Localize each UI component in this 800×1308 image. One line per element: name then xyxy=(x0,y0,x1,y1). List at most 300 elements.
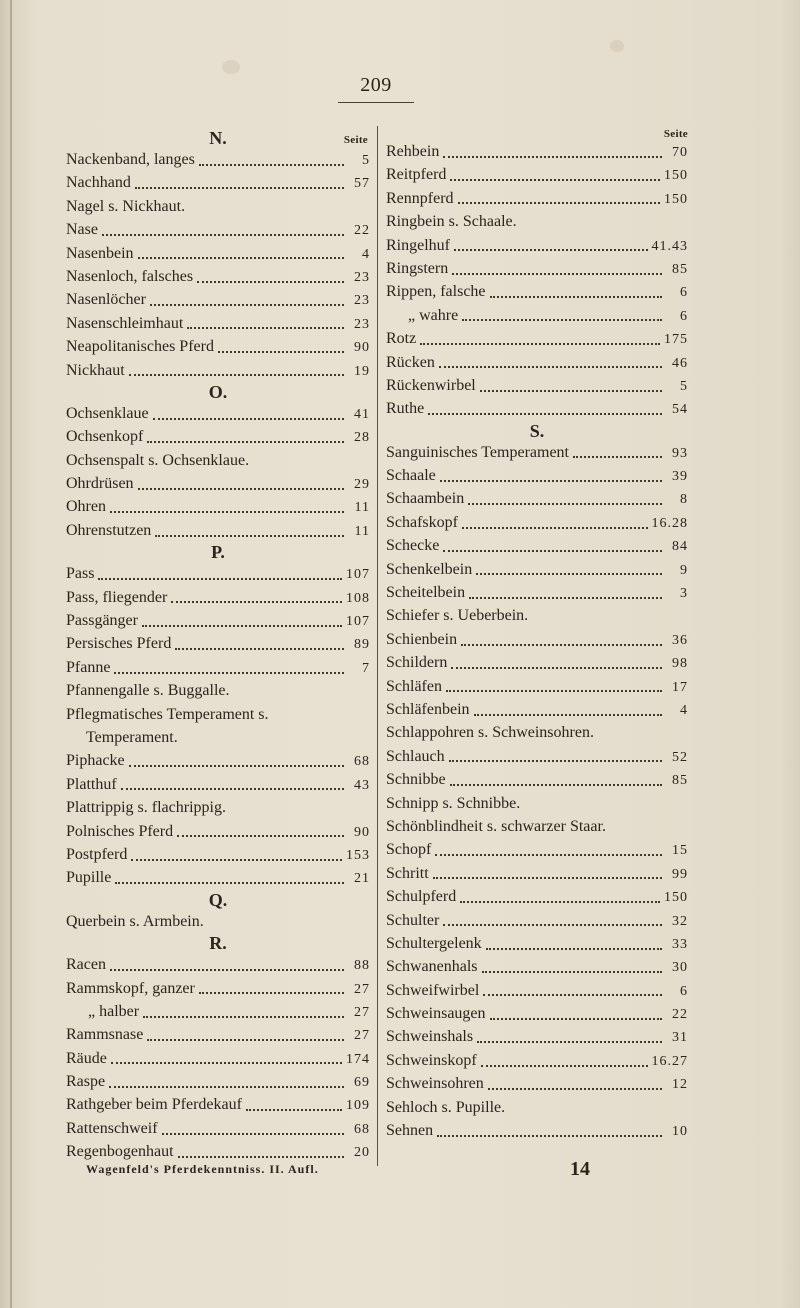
entry-term: Ruthe xyxy=(386,400,425,418)
index-entry xyxy=(66,495,370,518)
entry-page-number: 5 xyxy=(680,378,688,394)
entry-term: Schweifwirbel xyxy=(386,981,480,999)
entry-term: Schulter xyxy=(386,911,440,929)
entry-page-number: 10 xyxy=(672,1124,688,1140)
index-entry xyxy=(386,374,688,397)
entry-page-number: 153 xyxy=(346,847,370,863)
index-cross-reference xyxy=(66,910,370,933)
entry-term: Pass, fliegender xyxy=(66,588,168,606)
index-entry xyxy=(66,953,370,976)
entry-term: Nasenschleimhaut xyxy=(66,314,184,332)
entry-page-number: 4 xyxy=(680,702,688,718)
index-entry xyxy=(66,218,370,241)
dot-leader xyxy=(142,619,342,627)
entry-page-number: 9 xyxy=(680,562,688,578)
index-cross-reference xyxy=(66,796,370,819)
entry-term: Schönblindheit s. schwarzer Staar. xyxy=(386,817,606,835)
entry-term: Schritt xyxy=(386,864,429,882)
dot-leader xyxy=(147,1033,344,1041)
entry-page-number: 174 xyxy=(346,1051,370,1067)
entry-page-number: 30 xyxy=(672,960,688,976)
index-entry xyxy=(66,1023,370,1046)
index-column-right xyxy=(386,128,688,1142)
entry-term: Ohrdrüsen xyxy=(66,475,134,493)
entry-page-number: 70 xyxy=(672,145,688,160)
dot-leader xyxy=(109,1080,344,1088)
entry-page-number: 6 xyxy=(680,308,688,324)
dot-leader xyxy=(177,829,344,837)
entry-term: Raspe xyxy=(66,1073,106,1091)
entry-term: „ wahre xyxy=(408,306,459,324)
dot-leader xyxy=(143,1010,344,1018)
index-entry xyxy=(66,148,370,171)
index-entry xyxy=(66,402,370,425)
dot-leader xyxy=(443,544,662,552)
entry-page-number: 11 xyxy=(354,523,370,539)
entry-page-number: 15 xyxy=(672,843,688,859)
entry-term: Schulpferd xyxy=(386,888,457,906)
index-entry-list xyxy=(386,128,688,1142)
dot-leader xyxy=(111,1056,342,1064)
entry-term: Ochsenklaue xyxy=(66,404,149,422)
entry-term: Schwanenhals xyxy=(386,958,478,976)
entry-page-number: 69 xyxy=(354,1075,370,1091)
entry-term: Platthuf xyxy=(66,775,117,793)
entry-page-number: 39 xyxy=(672,469,688,485)
index-entry xyxy=(386,862,688,885)
dot-leader xyxy=(449,754,662,762)
index-entry xyxy=(66,1047,370,1070)
entry-term: Schopf xyxy=(386,841,432,859)
index-entry xyxy=(66,609,370,632)
entry-page-number: 21 xyxy=(354,871,370,887)
entry-term: Ochsenkopf xyxy=(66,428,144,446)
dot-leader xyxy=(476,567,662,575)
dot-leader xyxy=(162,1127,344,1135)
dot-leader xyxy=(440,474,662,482)
dot-leader xyxy=(428,407,662,415)
index-entry xyxy=(66,773,370,796)
entry-page-number: 6 xyxy=(680,285,688,301)
index-entry xyxy=(386,487,688,510)
entry-term: „ halber xyxy=(88,1002,140,1020)
entry-page-number: 108 xyxy=(346,590,370,606)
entry-term: Ochsenspalt s. Ochsenklaue. xyxy=(66,451,250,469)
dot-leader xyxy=(443,150,662,158)
dot-leader xyxy=(490,1012,662,1020)
entry-term: Querbein s. Armbein. xyxy=(66,912,204,930)
dot-leader xyxy=(450,778,662,786)
entry-term: Nasenloch, falsches xyxy=(66,267,194,285)
entry-page-number: 107 xyxy=(346,614,370,630)
entry-term: Rattenschweif xyxy=(66,1119,158,1137)
dot-leader xyxy=(437,1129,662,1137)
dot-leader xyxy=(469,591,662,599)
entry-term: Rammskopf, ganzer xyxy=(66,979,195,997)
entry-term: Rathgeber beim Pferdekauf xyxy=(66,1096,242,1114)
entry-term: Ringbein s. Schaale. xyxy=(386,213,517,231)
index-entry-list xyxy=(66,128,370,1164)
dot-leader xyxy=(452,267,662,275)
entry-term: Schweinskopf xyxy=(386,1051,477,1069)
entry-page-number: 68 xyxy=(354,1121,370,1137)
dot-leader xyxy=(454,243,648,251)
index-entry xyxy=(386,163,688,186)
entry-page-number: 32 xyxy=(672,913,688,929)
entry-term: Regenbogenhaut xyxy=(66,1143,174,1161)
dot-leader xyxy=(451,661,662,669)
entry-page-number: 23 xyxy=(354,316,370,332)
entry-page-number: 36 xyxy=(672,632,688,648)
entry-term: Schlappohren s. Schweinsohren. xyxy=(386,724,594,742)
entry-page-number: 98 xyxy=(672,656,688,672)
dot-leader xyxy=(171,595,342,603)
dot-leader xyxy=(468,497,662,505)
index-cross-reference xyxy=(386,815,688,838)
dot-leader xyxy=(483,988,662,996)
entry-term: Sehnen xyxy=(386,1122,434,1140)
entry-term: Rennpferd xyxy=(386,189,454,207)
index-entry xyxy=(386,187,688,210)
entry-term: Pflegmatisches Temperament s. xyxy=(66,705,269,723)
entry-term: Postpferd xyxy=(66,845,128,863)
entry-term: Schweinshals xyxy=(386,1028,474,1046)
index-entry xyxy=(66,335,370,358)
entry-term: Racen xyxy=(66,956,106,974)
entry-page-number: 7 xyxy=(362,660,370,676)
index-entry xyxy=(66,359,370,382)
entry-term: Schiefer s. Ueberbein. xyxy=(386,607,529,625)
index-entry xyxy=(386,1002,688,1025)
entry-page-number: 90 xyxy=(354,340,370,356)
entry-term: Schläfen xyxy=(386,677,442,695)
dot-leader xyxy=(155,529,344,537)
footer-book-note: Wagenfeld's Pferdekenntniss. II. Aufl. xyxy=(86,1162,319,1176)
dot-leader xyxy=(482,965,662,973)
entry-term: Nachhand xyxy=(66,174,131,192)
index-entry xyxy=(386,327,688,350)
entry-term: Plattrippig s. flachrippig. xyxy=(66,799,226,817)
dot-leader xyxy=(175,642,344,650)
entry-term: Schnipp s. Schnibbe. xyxy=(386,794,521,812)
header-rule xyxy=(338,102,414,103)
entry-page-number: 89 xyxy=(354,637,370,653)
entry-term: Ringstern xyxy=(386,259,449,277)
index-entry xyxy=(386,581,688,604)
index-entry xyxy=(386,558,688,581)
entry-page-number: 52 xyxy=(672,749,688,765)
entry-page-number: 54 xyxy=(672,402,688,418)
printer-signature: 14 xyxy=(570,1158,590,1180)
entry-page-number: 29 xyxy=(354,477,370,493)
entry-term: Schafskopf xyxy=(386,513,458,531)
index-cross-reference xyxy=(386,1096,688,1119)
index-entry xyxy=(386,932,688,955)
paper-stain xyxy=(222,60,240,74)
index-entry xyxy=(66,866,370,889)
entry-page-number: 150 xyxy=(664,168,688,184)
dot-leader xyxy=(439,360,662,368)
section-letter: S. xyxy=(529,420,545,441)
index-entry xyxy=(386,1025,688,1048)
index-entry xyxy=(66,519,370,542)
seite-label-left: Seite xyxy=(343,134,368,146)
dot-leader xyxy=(458,196,660,204)
index-entry xyxy=(66,288,370,311)
index-entry xyxy=(386,397,688,420)
section-letter: O. xyxy=(208,381,228,402)
entry-page-number: 33 xyxy=(672,936,688,952)
entry-term: Rotz xyxy=(386,330,417,348)
entry-term: Schaale xyxy=(386,467,436,485)
index-entry xyxy=(386,955,688,978)
entry-term: Schildern xyxy=(386,654,448,672)
dot-leader xyxy=(461,638,662,646)
entry-term: Passgänger xyxy=(66,612,138,630)
dot-leader xyxy=(246,1103,342,1111)
entry-term: Schweinsaugen xyxy=(386,1005,486,1023)
entry-term: Sanguinisches Temperament xyxy=(386,443,569,461)
dot-leader xyxy=(197,275,344,283)
dot-leader xyxy=(573,450,662,458)
index-cross-reference xyxy=(66,679,370,702)
index-entry xyxy=(386,534,688,557)
dot-leader xyxy=(460,895,660,903)
index-entry xyxy=(386,768,688,791)
entry-page-number: 6 xyxy=(680,983,688,999)
dot-leader xyxy=(138,251,344,259)
section-letter: N. xyxy=(209,128,227,148)
entry-page-number: 23 xyxy=(354,269,370,285)
entry-term: Scheitelbein xyxy=(386,584,466,602)
entry-term: Pfanne xyxy=(66,658,111,676)
entry-page-number: 22 xyxy=(672,1007,688,1023)
entry-term: Persisches Pferd xyxy=(66,635,172,653)
entry-page-number: 27 xyxy=(354,1004,370,1020)
entry-page-number: 93 xyxy=(672,445,688,461)
entry-page-number: 150 xyxy=(664,890,688,906)
index-entry xyxy=(386,909,688,932)
entry-term: Rückenwirbel xyxy=(386,376,476,394)
entry-term: Temperament. xyxy=(86,728,178,746)
index-entry xyxy=(66,586,370,609)
index-entry xyxy=(66,977,370,1000)
index-cross-reference xyxy=(386,792,688,815)
dot-leader xyxy=(129,759,344,767)
dot-leader xyxy=(150,298,344,306)
dot-leader xyxy=(110,505,344,513)
entry-term: Schweinsohren xyxy=(386,1075,484,1093)
index-entry xyxy=(66,632,370,655)
index-entry xyxy=(386,441,688,464)
dot-leader xyxy=(218,345,344,353)
page-number: 209 xyxy=(360,74,392,96)
index-entry xyxy=(66,171,370,194)
dot-leader xyxy=(98,572,342,580)
entry-page-number: 31 xyxy=(672,1030,688,1046)
index-entry xyxy=(386,304,688,327)
dot-leader xyxy=(199,158,344,166)
index-entry xyxy=(386,838,688,861)
entry-page-number: 20 xyxy=(354,1145,370,1161)
entry-page-number: 17 xyxy=(672,679,688,695)
index-entry xyxy=(66,749,370,772)
index-cross-reference xyxy=(386,604,688,627)
index-entry xyxy=(386,675,688,698)
entry-term: Rammsnase xyxy=(66,1026,144,1044)
entry-page-number: 41 xyxy=(354,406,370,422)
seite-label-right: Seite xyxy=(663,128,688,140)
entry-page-number: 12 xyxy=(672,1077,688,1093)
index-entry xyxy=(386,698,688,721)
entry-page-number: 46 xyxy=(672,355,688,371)
entry-term: Piphacke xyxy=(66,752,125,770)
dot-leader xyxy=(433,871,662,879)
dot-leader xyxy=(153,412,344,420)
index-entry xyxy=(66,656,370,679)
entry-term: Schienbein xyxy=(386,630,458,648)
entry-page-number: 90 xyxy=(354,824,370,840)
entry-term: Pass xyxy=(66,565,95,583)
entry-page-number: 41.43 xyxy=(651,238,688,254)
entry-page-number: 84 xyxy=(672,539,688,555)
entry-term: Schecke xyxy=(386,537,440,555)
dot-leader xyxy=(420,337,660,345)
entry-term: Schlauch xyxy=(386,747,445,765)
dot-leader xyxy=(443,918,662,926)
index-entry xyxy=(66,843,370,866)
dot-leader xyxy=(121,782,344,790)
dot-leader xyxy=(114,666,344,674)
entry-page-number: 109 xyxy=(346,1098,370,1114)
entry-term: Nagel s. Nickhaut. xyxy=(66,197,186,215)
entry-page-number: 150 xyxy=(664,191,688,207)
section-letter: R. xyxy=(209,933,227,954)
index-entry xyxy=(386,745,688,768)
entry-term: Nickhaut xyxy=(66,361,125,379)
index-entry xyxy=(66,562,370,585)
entry-page-number: 3 xyxy=(680,586,688,602)
entry-page-number: 27 xyxy=(354,1028,370,1044)
entry-term: Polnisches Pferd xyxy=(66,822,174,840)
index-cross-reference xyxy=(386,721,688,744)
dot-leader xyxy=(480,384,662,392)
entry-page-number: 5 xyxy=(362,153,370,168)
index-cross-reference xyxy=(66,703,370,726)
entry-page-number: 16.27 xyxy=(651,1053,688,1069)
entry-page-number: 68 xyxy=(354,754,370,770)
index-entry xyxy=(386,280,688,303)
entry-term: Reitpferd xyxy=(386,166,447,184)
dot-leader xyxy=(435,848,662,856)
index-entry xyxy=(66,1140,370,1163)
dot-leader xyxy=(135,181,344,189)
index-entry xyxy=(66,312,370,335)
index-entry xyxy=(66,1000,370,1023)
index-entry xyxy=(386,511,688,534)
entry-page-number: 88 xyxy=(354,958,370,974)
index-entry xyxy=(386,464,688,487)
entry-page-number: 8 xyxy=(680,492,688,508)
column-divider xyxy=(377,126,378,1166)
index-entry xyxy=(66,1117,370,1140)
dot-leader xyxy=(129,368,344,376)
index-entry xyxy=(386,885,688,908)
entry-term: Ohrenstutzen xyxy=(66,521,152,539)
index-cross-reference xyxy=(66,449,370,472)
entry-term: Schnibbe xyxy=(386,771,446,789)
paper-stain xyxy=(610,40,624,52)
index-entry xyxy=(66,820,370,843)
index-entry xyxy=(386,628,688,651)
dot-leader xyxy=(462,521,648,529)
entry-term: Nasenbein xyxy=(66,244,134,262)
entry-term: Ringelhuf xyxy=(386,236,450,254)
index-column-left xyxy=(66,128,370,1164)
entry-page-number: 85 xyxy=(672,773,688,789)
entry-page-number: 19 xyxy=(354,363,370,379)
index-cross-reference xyxy=(66,726,370,749)
entry-page-number: 23 xyxy=(354,293,370,309)
dot-leader xyxy=(102,228,344,236)
entry-term: Ohren xyxy=(66,498,106,516)
page-spine-edge xyxy=(10,0,12,1308)
entry-term: Pupille xyxy=(66,869,112,887)
dot-leader xyxy=(199,986,344,994)
entry-term: Pfannengalle s. Buggalle. xyxy=(66,682,230,700)
entry-term: Schaambein xyxy=(386,490,465,508)
dot-leader xyxy=(187,321,344,329)
entry-term: Rehbein xyxy=(386,143,440,160)
index-entry xyxy=(386,351,688,374)
index-entry xyxy=(386,140,688,163)
index-entry xyxy=(386,979,688,1002)
dot-leader xyxy=(446,684,662,692)
entry-page-number: 99 xyxy=(672,866,688,882)
entry-page-number: 107 xyxy=(346,567,370,583)
entry-term: Schultergelenk xyxy=(386,934,482,952)
entry-page-number: 85 xyxy=(672,261,688,277)
index-entry xyxy=(66,1093,370,1116)
entry-page-number: 22 xyxy=(354,223,370,239)
dot-leader xyxy=(481,1059,648,1067)
index-entry xyxy=(66,242,370,265)
entry-page-number: 28 xyxy=(354,430,370,446)
dot-leader xyxy=(462,313,662,321)
entry-term: Neapolitanisches Pferd xyxy=(66,338,214,356)
entry-term: Rücken xyxy=(386,353,435,371)
entry-page-number: 11 xyxy=(354,500,370,516)
entry-term: Nackenband, langes xyxy=(66,151,195,168)
index-cross-reference xyxy=(386,210,688,233)
dot-leader xyxy=(490,290,662,298)
dot-leader xyxy=(147,435,344,443)
section-letter: P. xyxy=(211,542,225,563)
index-entry xyxy=(66,425,370,448)
entry-term: Nase xyxy=(66,221,98,239)
dot-leader xyxy=(110,963,344,971)
dot-leader xyxy=(488,1082,662,1090)
dot-leader xyxy=(450,173,660,181)
entry-page-number: 4 xyxy=(362,246,370,262)
entry-term: Schläfenbein xyxy=(386,700,470,718)
index-entry xyxy=(386,1119,688,1142)
dot-leader xyxy=(486,942,662,950)
index-cross-reference xyxy=(66,195,370,218)
entry-term: Rippen, falsche xyxy=(386,283,486,301)
entry-page-number: 16.28 xyxy=(651,515,688,531)
dot-leader xyxy=(138,482,344,490)
